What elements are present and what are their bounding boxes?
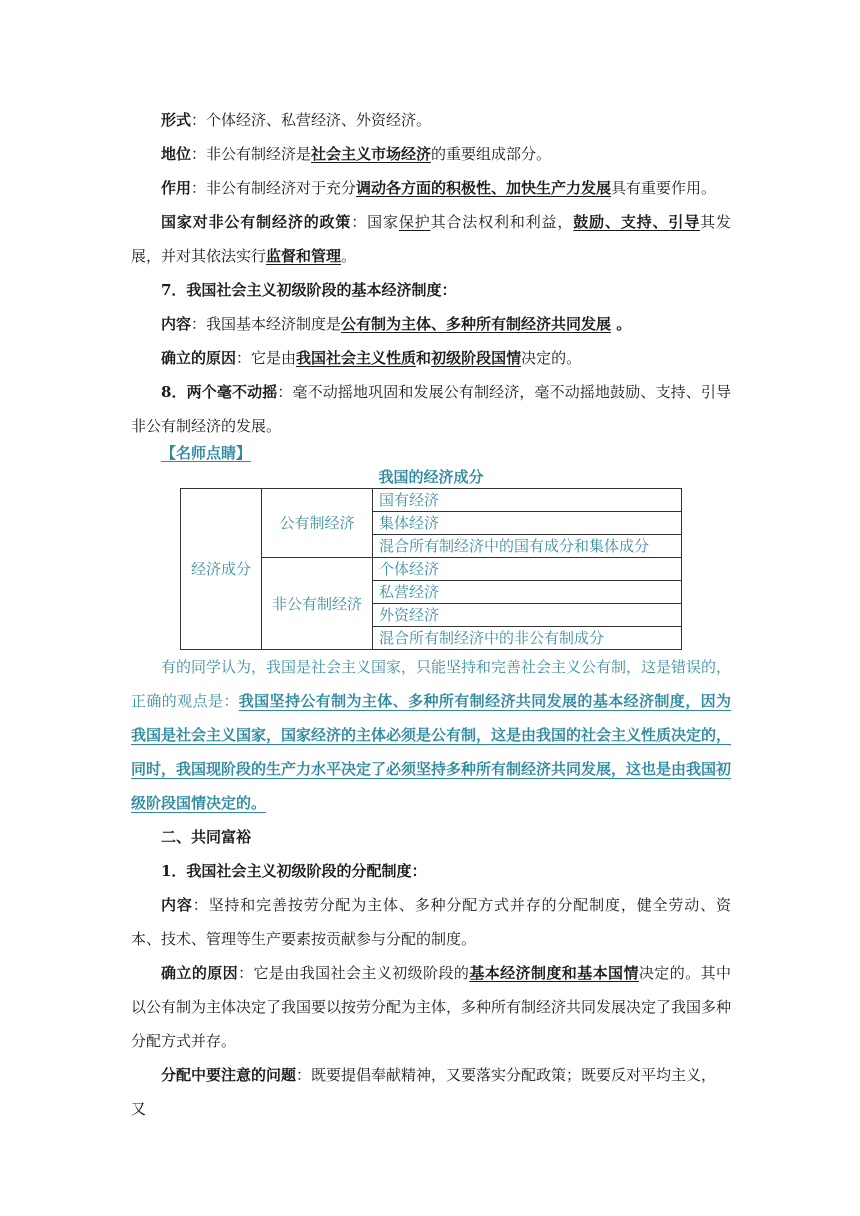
- heading-common-prosperity: 二、共同富裕: [161, 828, 252, 846]
- text-status-post: 的重要组成部分。: [431, 145, 552, 163]
- paragraph-policy: [131, 205, 731, 273]
- table-cell: 个体经济: [373, 558, 682, 581]
- table-nonpublic-cell: 非公有制经济: [262, 558, 373, 650]
- text-policy-mid2: 其发展，并对其依法实行: [131, 213, 731, 265]
- paragraph-content7: [131, 307, 731, 341]
- text-content7-post: 。: [611, 315, 632, 333]
- keyword-productivity: 调动各方面的积极性、加快生产力发展: [356, 179, 612, 197]
- table-cell: 私营经济: [373, 581, 682, 604]
- economic-components-table: [180, 488, 682, 650]
- paragraph-dist-reason: [131, 956, 731, 1058]
- text-reason7-post: 决定的。: [521, 349, 582, 367]
- keyword-encourage: 鼓励、支持、引导: [573, 213, 701, 231]
- heading-7: 7．我国社会主义初级阶段的基本经济制度：: [161, 281, 457, 299]
- text-dist-content: ：坚持和完善按劳分配为主体、多种分配方式并存的分配制度，健全劳动、资本、技术、管理等生产要素按贡献参与分配的制度。: [131, 896, 731, 948]
- paragraph-heading8: [131, 375, 731, 443]
- tip-title: [131, 440, 731, 466]
- text-policy-mid: 其合法权利和利益，: [430, 213, 574, 231]
- text-dist-issue: ：既要提倡奉献精神，又要落实分配政策；既要反对平均主义，又: [131, 1066, 717, 1118]
- label-heading8: 8．两个毫不动摇: [161, 383, 278, 401]
- text-policy-post: 。: [341, 247, 357, 265]
- table-cell: 外资经济: [373, 604, 682, 627]
- label-status: 地位: [161, 145, 192, 163]
- label-dist-reason: 确立的原因: [161, 964, 239, 982]
- text-status-pre: ：非公有制经济是: [191, 145, 312, 163]
- text-heading8: ：毫不动摇地巩固和发展公有制经济，毫不动摇地鼓励、支持、引导非公有制经济的发展。: [131, 383, 731, 435]
- table-cell: 集体经济: [373, 512, 682, 535]
- text-dist-reason-pre: ：它是由我国社会主义初级阶段的: [238, 964, 470, 982]
- text-policy-pre: ：国家: [351, 213, 399, 231]
- label-dist-content: 内容: [161, 896, 193, 914]
- keyword-socialist-nature: 我国社会主义性质: [296, 349, 417, 367]
- paragraph-reason7: [131, 341, 731, 375]
- tip-title-text: 【名师点睛】: [161, 444, 252, 462]
- label-form: 形式: [161, 111, 192, 129]
- label-reason7: 确立的原因: [161, 349, 237, 367]
- table-row: [181, 489, 682, 512]
- table-title: 我国的经济成分: [378, 468, 484, 486]
- table-cell: 国有经济: [373, 489, 682, 512]
- heading-distribution: 1．我国社会主义初级阶段的分配制度：: [161, 862, 427, 880]
- tip-paragraph: [131, 650, 731, 820]
- text-role-post: 具有重要作用。: [611, 179, 717, 197]
- text-content7-pre: ：我国基本经济制度是: [191, 315, 342, 333]
- text-dist-reason-post: 决定的。其中以公有制为主体决定了我国要以按劳分配为主体，多种所有制经济共同发展决定了我国多种分配方式并存。: [131, 964, 732, 1050]
- keyword-basic-system-conditions: 基本经济制度和基本国情: [469, 964, 639, 982]
- keyword-protect: 保护: [398, 213, 431, 231]
- text-reason7-mid: 和: [416, 349, 432, 367]
- table-public-cell: 公有制经济: [262, 489, 373, 558]
- paragraph-status: [131, 137, 731, 171]
- label-content7: 内容: [161, 315, 192, 333]
- text-reason7-pre: ：它是由: [236, 349, 297, 367]
- tip-text-pre: 有的同学认为，我国是社会主义国家，只能坚持和完善社会主义公有制，这是错误的，正确的观点是：: [131, 658, 732, 710]
- keyword-market-economy: 社会主义市场经济: [311, 145, 432, 163]
- paragraph-role: [131, 171, 731, 205]
- label-policy: 国家对非公有制经济的政策: [161, 213, 352, 231]
- table-cell: 混合所有制经济中的非公有制成分: [373, 627, 682, 650]
- label-dist-issue: 分配中要注意的问题: [161, 1066, 297, 1084]
- paragraph-dist-issue: [131, 1058, 731, 1126]
- text-role-pre: ：非公有制经济对于充分: [191, 179, 357, 197]
- table-cell: 混合所有制经济中的国有成分和集体成分: [373, 535, 682, 558]
- paragraph-dist-content: [131, 888, 731, 956]
- keyword-supervise: 监督和管理: [266, 247, 342, 265]
- paragraph-form: [131, 103, 731, 137]
- tip-text-emphasis: 我国坚持公有制为主体、多种所有制经济共同发展的基本经济制度，因为我国是社会主义国家，国家经济的主体必须是公有制，这是由我国的社会主义性质决定的，同时，我国现阶段的生产力水平决定了必须坚持多种所有制经济共同发展，这也是由我国初级阶段国情决定的。: [131, 692, 732, 812]
- keyword-basic-system: 公有制为主体、多种所有制经济共同发展: [341, 315, 612, 333]
- table-root-cell: 经济成分: [181, 489, 262, 650]
- keyword-national-conditions: 初级阶段国情: [431, 349, 522, 367]
- text-form: ：个体经济、私营经济、外资经济。: [191, 111, 432, 129]
- label-role: 作用: [161, 179, 192, 197]
